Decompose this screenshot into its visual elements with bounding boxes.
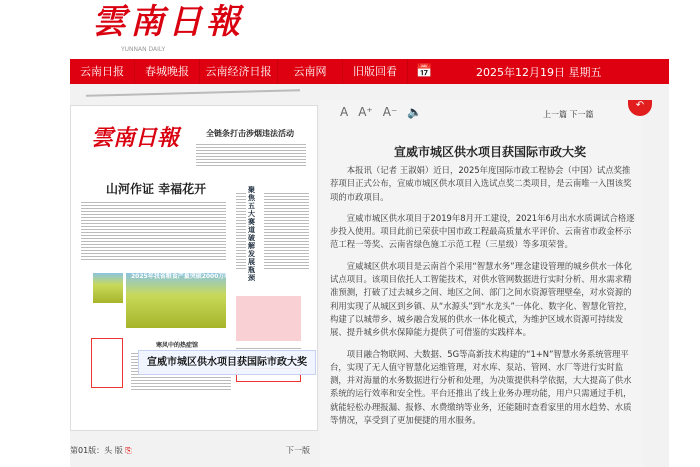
paper-logo: 雲南日報 (91, 125, 180, 151)
paper-headline-top: 全链条打击涉烟违法活动 (206, 129, 294, 138)
logo-subtitle: YUNNAN DAILY (121, 46, 166, 53)
nav-yunnan-economic[interactable]: 云南经济日报 (200, 59, 278, 84)
font-toolbar (340, 105, 422, 119)
article-paragraph: 本报讯（记者 王淑娟）近日，2025年度国际市政工程协会（中国）试点奖推荐项目正式公布，宣威市城区供水项目入选试点奖二类项目，是云南唯一入围该奖项的市政项目。 (330, 165, 632, 202)
pdf-icon[interactable]: ⎘ (125, 446, 132, 455)
paper-lower-title: 寒风中的热症馆 (156, 342, 199, 349)
next-page-link[interactable]: 下一版 (286, 446, 310, 455)
paper-photo (126, 273, 226, 328)
nav-chuncheng-evening[interactable]: 春城晚报 (135, 59, 200, 84)
prev-article-link[interactable]: 上一篇 (543, 110, 567, 119)
article-body (330, 164, 637, 435)
speaker-icon[interactable]: 🔈 (407, 105, 423, 119)
paper-headline-main: 山河作证 幸福花开 (106, 182, 207, 196)
article-highlight-region[interactable] (236, 296, 301, 341)
calendar-icon[interactable]: 📅 (416, 64, 433, 79)
article-paragraph: 项目融合物联网、大数据、5G等高新技术构建的“1+N”智慧水务系统管理平台，实现了无人值守智慧化运维管理，对水库、泵站、管网、水厂等进行实时监测，并对海量的水务数据进行分析和处理，为决策提供科学依据，大大提高了供水系统的运行效率和安全性。平台还推出了线上业务办理功能，用户只需通过手机，就能轻松办理报漏、报修、水费缴纳等业务，还能随时查看家里的用水趋势、水质等情况，享受到了更加便捷的用水服务。 (330, 348, 632, 426)
paper-side-title: 聚焦五大赛道 破解发展瓶颈 (248, 186, 255, 282)
nav-old-version[interactable]: 旧版回看 (343, 59, 408, 84)
page-label: 第01版：头 版 (70, 446, 123, 455)
newspaper-page-thumbnail[interactable] (70, 105, 318, 431)
hover-tooltip: 宣威市城区供水项目获国际市政大奖 (138, 350, 316, 375)
top-nav (70, 59, 669, 84)
article-paragraph: 宣威市城区供水项目于2019年8月开工建设，2021年6月出水水质调试合格逐步投入使用。项目此前已荣获中国市政工程最高质量水平评价、云南省市政金杯示范工程一等奖、云南省绿色施工示范工程（三星级）等多项荣誉。 (330, 212, 635, 250)
article-title: 宣威市城区供水项目获国际市政大奖 (393, 145, 586, 159)
nav-yunnan-net[interactable]: 云南网 (278, 59, 343, 84)
article-pager (543, 109, 594, 120)
nav-yunnan-daily[interactable]: 云南日报 (70, 59, 135, 84)
yunnan-daily-logo[interactable]: 雲南日報 (92, 2, 244, 42)
font-decrease-button[interactable]: A⁻ (382, 105, 398, 119)
font-normal-button[interactable]: A (340, 105, 349, 119)
current-date: 2025年12月19日 星期五 (476, 65, 602, 79)
next-article-link[interactable]: 下一篇 (569, 110, 594, 119)
article-paragraph: 宣威城区供水项目是云南首个采用“智慧水务”理念建设管理的城乡供水一体化试点项目。该项目依托人工智能技术，对供水管网数据进行实时分析、用水需求精准预测，打破了过去城乡之间、地区之间、部门之间水资源管理壁垒，对水资源的利用实现了从城区到乡镇、从“水源头”到“水龙头”一体化、数字化、智慧化管控，构建了以城带乡、城乡融合发展的供水一体化模式，为维护区域水资源可持续发展、提升城乡供水保障能力提供了可借鉴的实践样本。 (330, 260, 633, 338)
paper-photo-caption: 2025年我省粮食产量突破2000万吨 (131, 273, 231, 280)
font-increase-button[interactable]: A⁺ (358, 105, 373, 119)
page-footer (70, 445, 310, 460)
back-arrow-icon[interactable]: ↶ (628, 100, 652, 116)
